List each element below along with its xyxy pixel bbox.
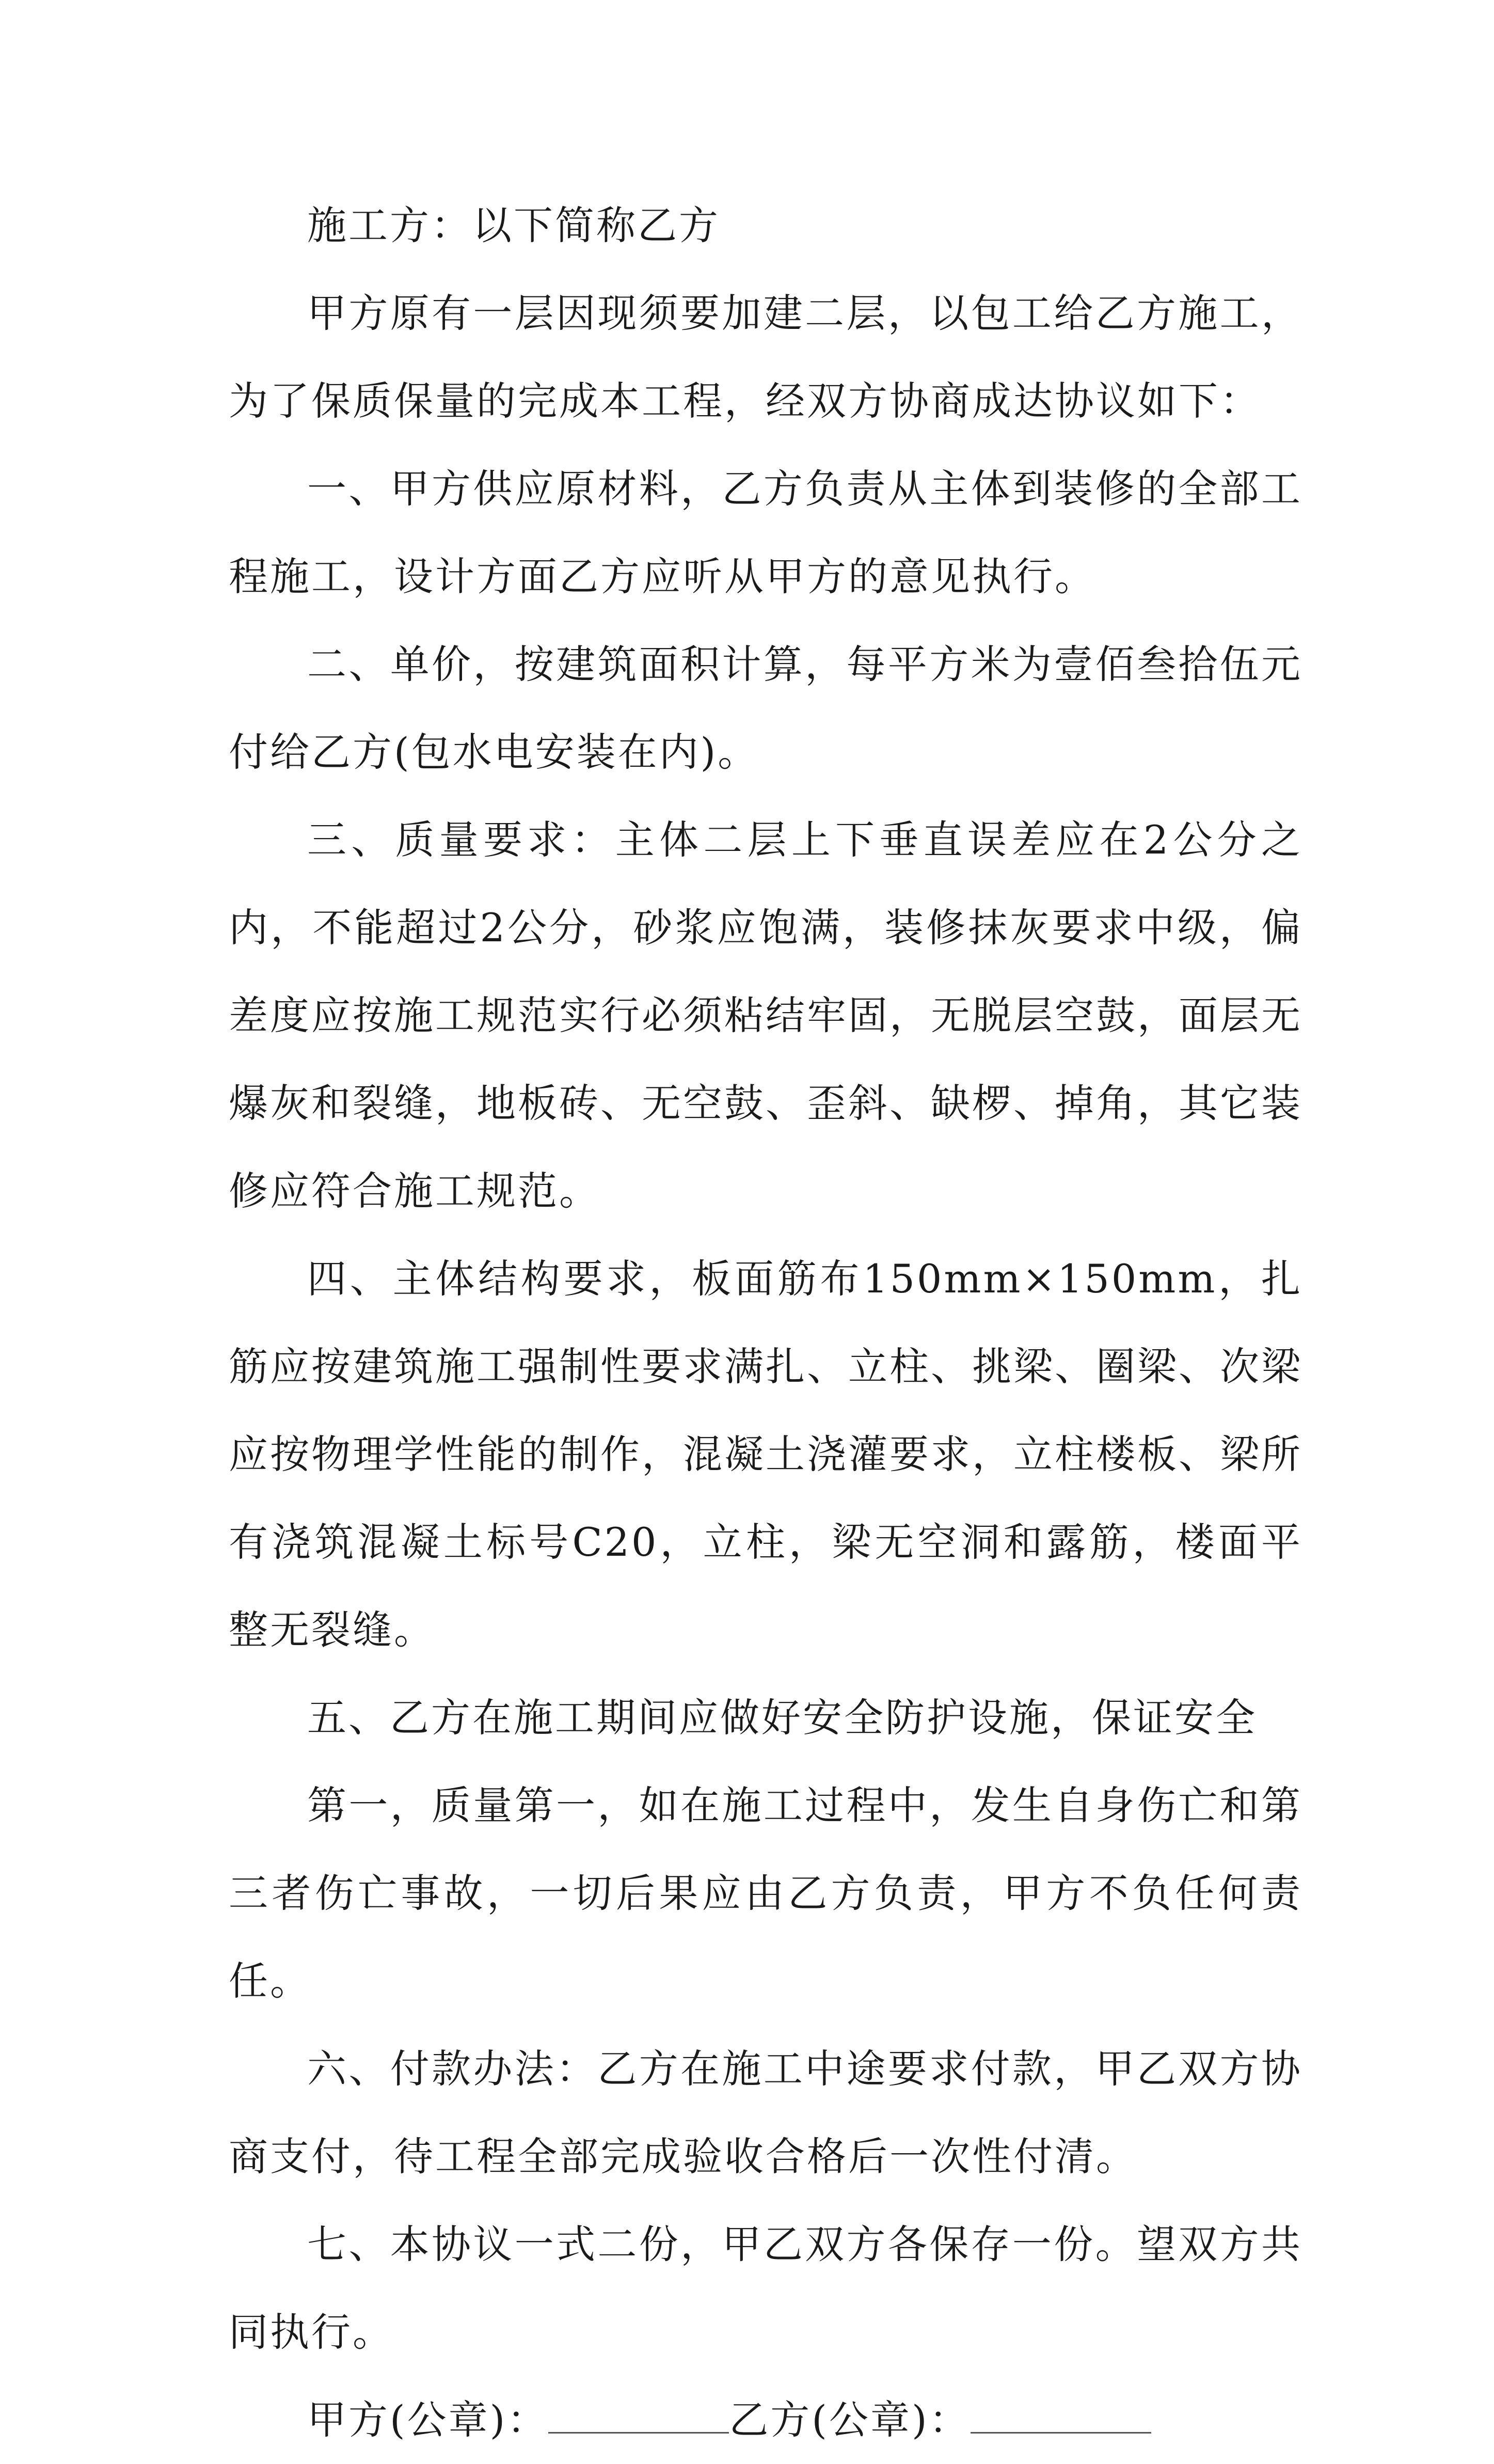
document-body <box>229 182 1302 2464</box>
clause-5-detail: 第一，质量第一，如在施工过程中，发生自身伤亡和第三者伤亡事故，一切后果应由乙方负责，甲方不负任何责任。 <box>229 1782 1302 2004</box>
clause-1: 一、甲方供应原材料，乙方负责从主体到装修的全部工程施工，设计方面乙方应听从甲方的意见执行。 <box>229 466 1302 599</box>
party-b-seal-label: 乙方(公章)： <box>729 2397 971 2443</box>
clause-5: 五、乙方在施工期间应做好安全防护设施，保证安全 <box>307 1695 1257 1741</box>
signature-line <box>229 2376 1302 2464</box>
clause-7: 七、本协议一式二份，甲乙双方各保存一份。望双方共同执行。 <box>229 2221 1302 2355</box>
party-b-seal-blank <box>971 2401 1151 2434</box>
party-a-seal-blank <box>548 2401 729 2434</box>
paragraph-contractor: 施工方：以下简称乙方 <box>307 202 720 248</box>
paragraph-preamble: 甲方原有一层因现须要加建二层，以包工给乙方施工，为了保质保量的完成本工程，经双方协商成达协议如下： <box>229 290 1302 424</box>
party-a-seal-label: 甲方(公章)： <box>307 2397 549 2443</box>
clause-3: 三、质量要求：主体二层上下垂直误差应在2公分之内，不能超过2公分，砂浆应饱满，装修抹灰要求中级，偏差度应按施工规范实行必须粘结牢固，无脱层空鼓，面层无爆灰和裂缝，地板砖、无空鼓、歪斜、缺椤、掉角，其它装修应符合施工规范。 <box>229 817 1302 1214</box>
clause-4: 四、主体结构要求，板面筋布150mm×150mm，扎筋应按建筑施工强制性要求满扎、立柱、挑梁、圈梁、次梁应按物理学性能的制作，混凝土浇灌要求，立柱楼板、梁所有浇筑混凝土标号C20，立柱，梁无空洞和露筋，楼面平整无裂缝。 <box>229 1256 1302 1653</box>
clause-6: 六、付款办法：乙方在施工中途要求付款，甲乙双方协商支付，待工程全部完成验收合格后一次性付清。 <box>229 2046 1302 2179</box>
clause-2: 二、单价，按建筑面积计算，每平方米为壹佰叁拾伍元付给乙方(包水电安装在内)。 <box>229 641 1302 775</box>
